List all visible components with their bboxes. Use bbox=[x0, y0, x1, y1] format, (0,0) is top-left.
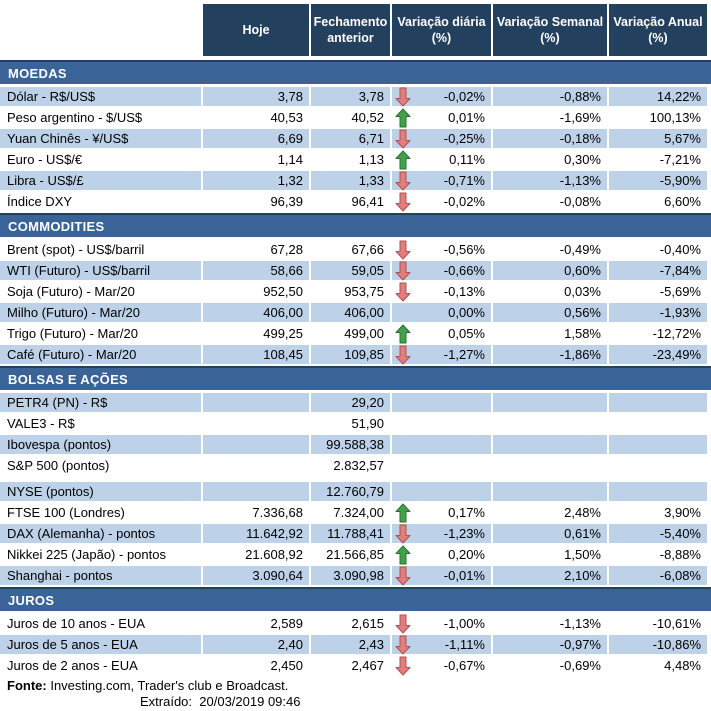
table-row bbox=[0, 150, 711, 169]
variacao-diaria-value: 0,01% bbox=[448, 110, 485, 125]
extracted-label: Extraído: bbox=[140, 694, 193, 710]
variacao-diaria-value: -0,02% bbox=[443, 89, 485, 104]
cell-variacao-anual: 3,90% bbox=[609, 503, 707, 522]
up-arrow-icon bbox=[395, 324, 411, 344]
cell-variacao-anual: 4,48% bbox=[609, 656, 707, 675]
row-label: DAX (Alemanha) - pontos bbox=[0, 524, 201, 543]
cell-variacao-semanal: 0,56% bbox=[493, 303, 607, 322]
cell-variacao-diaria bbox=[392, 393, 491, 412]
up-arrow-icon bbox=[395, 108, 411, 128]
cell-variacao-diaria bbox=[392, 456, 491, 475]
cell-fechamento-anterior: 109,85 bbox=[311, 345, 390, 364]
cell-variacao-diaria bbox=[392, 482, 491, 501]
up-arrow-icon bbox=[395, 545, 411, 565]
row-label: Dólar - R$/US$ bbox=[0, 87, 201, 106]
cell-variacao-semanal: 1,58% bbox=[493, 324, 607, 343]
row-label: Ibovespa (pontos) bbox=[0, 435, 201, 454]
variacao-diaria-value: -0,25% bbox=[443, 131, 485, 146]
section-header: JUROS bbox=[0, 587, 711, 611]
cell-variacao-semanal bbox=[493, 435, 607, 454]
section-header: MOEDAS bbox=[0, 60, 711, 84]
cell-variacao-semanal: -0,69% bbox=[493, 656, 607, 675]
row-label: Juros de 10 anos - EUA bbox=[0, 614, 201, 633]
cell-fechamento-anterior: 953,75 bbox=[311, 282, 390, 301]
cell-hoje: 406,00 bbox=[203, 303, 309, 322]
cell-variacao-anual bbox=[609, 482, 707, 501]
cell-variacao-anual: 100,13% bbox=[609, 108, 707, 127]
row-label: Yuan Chinês - ¥/US$ bbox=[0, 129, 201, 148]
cell-fechamento-anterior: 406,00 bbox=[311, 303, 390, 322]
cell-hoje: 3.090,64 bbox=[203, 566, 309, 585]
cell-hoje: 3,78 bbox=[203, 87, 309, 106]
table-row bbox=[0, 303, 711, 322]
variacao-diaria-value: 0,00% bbox=[448, 305, 485, 320]
cell-variacao-diaria bbox=[392, 324, 491, 343]
cell-variacao-anual: -5,40% bbox=[609, 524, 707, 543]
cell-variacao-semanal: -0,88% bbox=[493, 87, 607, 106]
row-label: Shanghai - pontos bbox=[0, 566, 201, 585]
table-row bbox=[0, 87, 711, 106]
cell-variacao-anual: -10,61% bbox=[609, 614, 707, 633]
row-label: FTSE 100 (Londres) bbox=[0, 503, 201, 522]
cell-hoje bbox=[203, 414, 309, 433]
cell-variacao-semanal bbox=[493, 393, 607, 412]
down-arrow-icon bbox=[395, 87, 411, 107]
cell-variacao-semanal: 0,03% bbox=[493, 282, 607, 301]
cell-variacao-diaria bbox=[392, 108, 491, 127]
cell-variacao-semanal: -0,18% bbox=[493, 129, 607, 148]
variacao-diaria-value: -0,13% bbox=[443, 284, 485, 299]
cell-hoje bbox=[203, 456, 309, 475]
col-header-variacao-anual: Variação Anual (%) bbox=[609, 4, 707, 56]
cell-fechamento-anterior: 3.090,98 bbox=[311, 566, 390, 585]
table-body bbox=[0, 60, 711, 675]
table-row bbox=[0, 393, 711, 412]
cell-variacao-anual bbox=[609, 435, 707, 454]
cell-variacao-anual: -5,90% bbox=[609, 171, 707, 190]
cell-fechamento-anterior: 2,615 bbox=[311, 614, 390, 633]
cell-fechamento-anterior: 2,467 bbox=[311, 656, 390, 675]
cell-fechamento-anterior: 1,33 bbox=[311, 171, 390, 190]
table-row bbox=[0, 282, 711, 301]
cell-variacao-diaria bbox=[392, 192, 491, 211]
table-row bbox=[0, 545, 711, 564]
cell-fechamento-anterior: 2,43 bbox=[311, 635, 390, 654]
cell-hoje: 952,50 bbox=[203, 282, 309, 301]
cell-variacao-diaria bbox=[392, 303, 491, 322]
variacao-diaria-value: 0,20% bbox=[448, 547, 485, 562]
table-row bbox=[0, 129, 711, 148]
table-row bbox=[0, 240, 711, 259]
cell-variacao-semanal: -1,13% bbox=[493, 614, 607, 633]
cell-fechamento-anterior: 3,78 bbox=[311, 87, 390, 106]
cell-variacao-semanal: 2,10% bbox=[493, 566, 607, 585]
col-header-hoje: Hoje bbox=[203, 4, 309, 56]
cell-hoje: 11.642,92 bbox=[203, 524, 309, 543]
row-label: Soja (Futuro) - Mar/20 bbox=[0, 282, 201, 301]
down-arrow-icon bbox=[395, 240, 411, 260]
cell-variacao-diaria bbox=[392, 282, 491, 301]
cell-fechamento-anterior: 40,52 bbox=[311, 108, 390, 127]
cell-hoje: 67,28 bbox=[203, 240, 309, 259]
up-arrow-icon bbox=[395, 150, 411, 170]
cell-variacao-semanal: -0,08% bbox=[493, 192, 607, 211]
cell-hoje: 2,40 bbox=[203, 635, 309, 654]
cell-hoje: 58,66 bbox=[203, 261, 309, 280]
down-arrow-icon bbox=[395, 345, 411, 365]
cell-variacao-semanal: 0,61% bbox=[493, 524, 607, 543]
variacao-diaria-value: -0,02% bbox=[443, 194, 485, 209]
cell-variacao-anual: -6,08% bbox=[609, 566, 707, 585]
cell-hoje: 2,589 bbox=[203, 614, 309, 633]
variacao-diaria-value: -1,11% bbox=[444, 637, 485, 652]
cell-fechamento-anterior: 21.566,85 bbox=[311, 545, 390, 564]
up-arrow-icon bbox=[395, 503, 411, 523]
row-label: Euro - US$/€ bbox=[0, 150, 201, 169]
cell-variacao-semanal: -0,97% bbox=[493, 635, 607, 654]
table-row bbox=[0, 635, 711, 654]
table-row bbox=[0, 482, 711, 501]
table-row bbox=[0, 108, 711, 127]
table-row bbox=[0, 524, 711, 543]
cell-variacao-diaria bbox=[392, 87, 491, 106]
cell-variacao-diaria bbox=[392, 566, 491, 585]
row-label: VALE3 - R$ bbox=[0, 414, 201, 433]
cell-hoje bbox=[203, 393, 309, 412]
col-header-variacao-diaria: Variação diária (%) bbox=[392, 4, 491, 56]
table-row bbox=[0, 324, 711, 343]
cell-variacao-semanal: -0,49% bbox=[493, 240, 607, 259]
cell-variacao-diaria bbox=[392, 435, 491, 454]
cell-variacao-anual: -10,86% bbox=[609, 635, 707, 654]
cell-fechamento-anterior: 1,13 bbox=[311, 150, 390, 169]
row-label: Milho (Futuro) - Mar/20 bbox=[0, 303, 201, 322]
cell-variacao-diaria bbox=[392, 503, 491, 522]
cell-variacao-anual: -1,93% bbox=[609, 303, 707, 322]
table-row bbox=[0, 345, 711, 364]
extracted-line bbox=[7, 694, 711, 710]
row-label: Juros de 5 anos - EUA bbox=[0, 635, 201, 654]
cell-fechamento-anterior: 499,00 bbox=[311, 324, 390, 343]
variacao-diaria-value: 0,05% bbox=[448, 326, 485, 341]
cell-variacao-semanal bbox=[493, 482, 607, 501]
row-label: Índice DXY bbox=[0, 192, 201, 211]
cell-fechamento-anterior: 11.788,41 bbox=[311, 524, 390, 543]
table-row bbox=[0, 456, 711, 475]
variacao-diaria-value: -0,71% bbox=[443, 173, 485, 188]
cell-fechamento-anterior: 96,41 bbox=[311, 192, 390, 211]
row-label: S&P 500 (pontos) bbox=[0, 456, 201, 475]
down-arrow-icon bbox=[395, 614, 411, 634]
cell-variacao-semanal: 2,48% bbox=[493, 503, 607, 522]
row-label: Trigo (Futuro) - Mar/20 bbox=[0, 324, 201, 343]
source-text: Investing.com, Trader's club e Broadcast. bbox=[46, 678, 289, 693]
cell-variacao-anual: -7,21% bbox=[609, 150, 707, 169]
variacao-diaria-value: -1,27% bbox=[443, 347, 485, 362]
variacao-diaria-value: -0,01% bbox=[443, 568, 485, 583]
cell-fechamento-anterior: 99.588,38 bbox=[311, 435, 390, 454]
cell-variacao-diaria bbox=[392, 345, 491, 364]
variacao-diaria-value: 0,17% bbox=[448, 505, 485, 520]
cell-variacao-diaria bbox=[392, 524, 491, 543]
table-row bbox=[0, 503, 711, 522]
cell-hoje: 1,14 bbox=[203, 150, 309, 169]
row-label: PETR4 (PN) - R$ bbox=[0, 393, 201, 412]
down-arrow-icon bbox=[395, 129, 411, 149]
down-arrow-icon bbox=[395, 261, 411, 281]
down-arrow-icon bbox=[395, 282, 411, 302]
row-label: Café (Futuro) - Mar/20 bbox=[0, 345, 201, 364]
cell-variacao-diaria bbox=[392, 171, 491, 190]
cell-variacao-diaria bbox=[392, 614, 491, 633]
cell-variacao-anual: -8,88% bbox=[609, 545, 707, 564]
cell-variacao-anual bbox=[609, 414, 707, 433]
cell-variacao-diaria bbox=[392, 150, 491, 169]
cell-variacao-anual: 14,22% bbox=[609, 87, 707, 106]
cell-hoje: 2,450 bbox=[203, 656, 309, 675]
cell-hoje bbox=[203, 482, 309, 501]
cell-variacao-anual: -7,84% bbox=[609, 261, 707, 280]
cell-variacao-semanal bbox=[493, 414, 607, 433]
table-row bbox=[0, 171, 711, 190]
cell-fechamento-anterior: 6,71 bbox=[311, 129, 390, 148]
cell-hoje: 96,39 bbox=[203, 192, 309, 211]
cell-variacao-anual bbox=[609, 456, 707, 475]
cell-variacao-semanal: 0,60% bbox=[493, 261, 607, 280]
source-label: Fonte: bbox=[7, 678, 47, 693]
cell-variacao-diaria bbox=[392, 414, 491, 433]
table-header-row bbox=[0, 4, 711, 56]
cell-fechamento-anterior: 59,05 bbox=[311, 261, 390, 280]
cell-variacao-semanal: -1,69% bbox=[493, 108, 607, 127]
cell-hoje: 499,25 bbox=[203, 324, 309, 343]
down-arrow-icon bbox=[395, 192, 411, 212]
cell-variacao-anual: -0,40% bbox=[609, 240, 707, 259]
cell-fechamento-anterior: 12.760,79 bbox=[311, 482, 390, 501]
cell-variacao-anual: 6,60% bbox=[609, 192, 707, 211]
row-label: Nikkei 225 (Japão) - pontos bbox=[0, 545, 201, 564]
cell-variacao-anual bbox=[609, 393, 707, 412]
cell-variacao-diaria bbox=[392, 261, 491, 280]
cell-variacao-anual: 5,67% bbox=[609, 129, 707, 148]
cell-variacao-semanal: -1,13% bbox=[493, 171, 607, 190]
variacao-diaria-value: -0,56% bbox=[443, 242, 485, 257]
row-label: NYSE (pontos) bbox=[0, 482, 201, 501]
col-header-fechamento-anterior: Fechamento anterior bbox=[311, 4, 390, 56]
table-row bbox=[0, 435, 711, 454]
cell-fechamento-anterior: 7.324,00 bbox=[311, 503, 390, 522]
cell-variacao-semanal bbox=[493, 456, 607, 475]
cell-hoje: 7.336,68 bbox=[203, 503, 309, 522]
table-row bbox=[0, 566, 711, 585]
row-label: Juros de 2 anos - EUA bbox=[0, 656, 201, 675]
variacao-diaria-value: -1,23% bbox=[443, 526, 485, 541]
cell-variacao-anual: -5,69% bbox=[609, 282, 707, 301]
cell-variacao-diaria bbox=[392, 656, 491, 675]
cell-variacao-diaria bbox=[392, 240, 491, 259]
down-arrow-icon bbox=[395, 656, 411, 676]
cell-variacao-anual: -12,72% bbox=[609, 324, 707, 343]
variacao-diaria-value: -0,66% bbox=[443, 263, 485, 278]
cell-variacao-anual: -23,49% bbox=[609, 345, 707, 364]
down-arrow-icon bbox=[395, 566, 411, 586]
table-row bbox=[0, 261, 711, 280]
cell-hoje: 1,32 bbox=[203, 171, 309, 190]
row-label: Peso argentino - $/US$ bbox=[0, 108, 201, 127]
cell-variacao-diaria bbox=[392, 545, 491, 564]
cell-hoje bbox=[203, 435, 309, 454]
down-arrow-icon bbox=[395, 635, 411, 655]
cell-hoje: 40,53 bbox=[203, 108, 309, 127]
source-line bbox=[7, 678, 711, 694]
header-blank-cell bbox=[0, 4, 201, 56]
table-row bbox=[0, 614, 711, 633]
row-label: WTI (Futuro) - US$/barril bbox=[0, 261, 201, 280]
variacao-diaria-value: 0,11% bbox=[449, 152, 485, 167]
section-header: COMMODITIES bbox=[0, 213, 711, 237]
cell-variacao-diaria bbox=[392, 635, 491, 654]
table-row bbox=[0, 192, 711, 211]
cell-variacao-semanal: 0,30% bbox=[493, 150, 607, 169]
table-row bbox=[0, 414, 711, 433]
section-header: BOLSAS E AÇÕES bbox=[0, 366, 711, 390]
cell-fechamento-anterior: 51,90 bbox=[311, 414, 390, 433]
cell-variacao-semanal: 1,50% bbox=[493, 545, 607, 564]
col-header-variacao-semanal: Variação Semanal (%) bbox=[493, 4, 607, 56]
down-arrow-icon bbox=[395, 171, 411, 191]
row-label: Brent (spot) - US$/barril bbox=[0, 240, 201, 259]
variacao-diaria-value: -0,67% bbox=[443, 658, 485, 673]
extracted-timestamp: 20/03/2019 09:46 bbox=[199, 694, 301, 710]
cell-hoje: 21.608,92 bbox=[203, 545, 309, 564]
cell-hoje: 6,69 bbox=[203, 129, 309, 148]
cell-variacao-semanal: -1,86% bbox=[493, 345, 607, 364]
cell-hoje: 108,45 bbox=[203, 345, 309, 364]
cell-fechamento-anterior: 2.832,57 bbox=[311, 456, 390, 475]
cell-fechamento-anterior: 29,20 bbox=[311, 393, 390, 412]
cell-fechamento-anterior: 67,66 bbox=[311, 240, 390, 259]
footer bbox=[0, 678, 711, 711]
variacao-diaria-value: -1,00% bbox=[443, 616, 485, 631]
table-row bbox=[0, 656, 711, 675]
cell-variacao-diaria bbox=[392, 129, 491, 148]
down-arrow-icon bbox=[395, 524, 411, 544]
row-label: Libra - US$/£ bbox=[0, 171, 201, 190]
